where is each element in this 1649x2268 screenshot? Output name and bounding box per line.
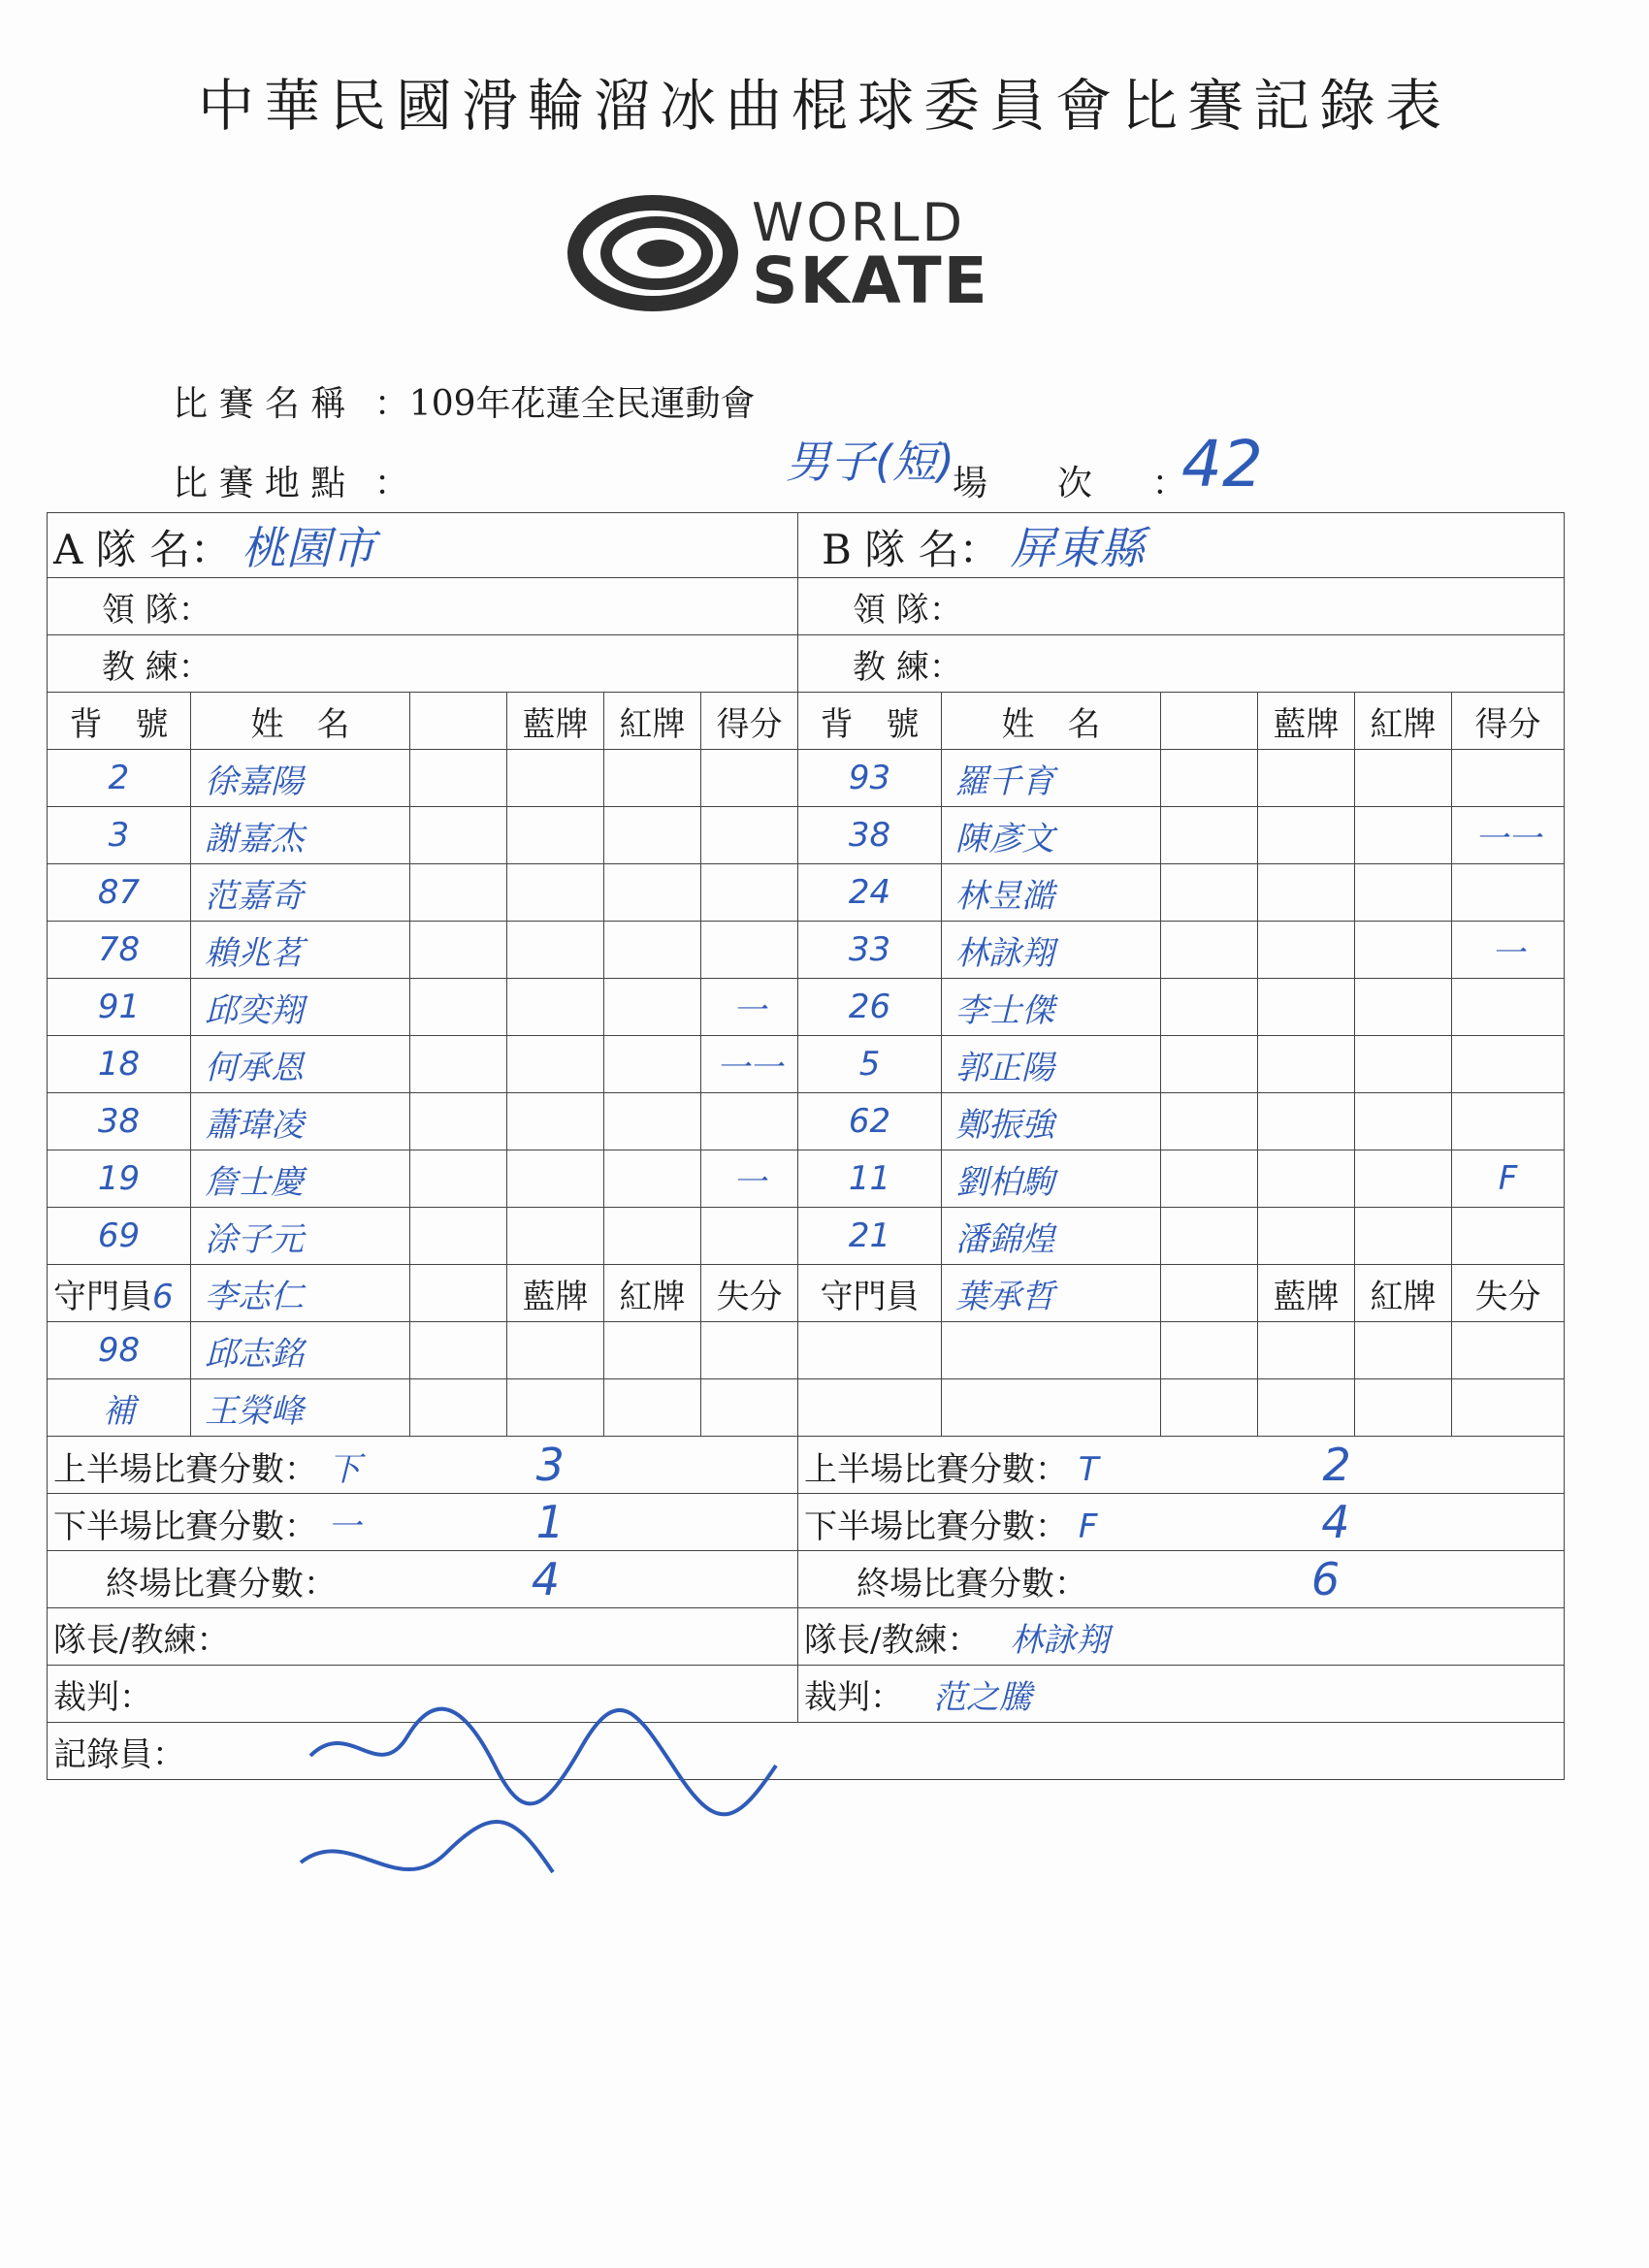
team-a-blank-cell (604, 1379, 701, 1437)
team-a-first-half-row (48, 1437, 798, 1494)
team-b-first-half-tally: T (1078, 1450, 1099, 1489)
team-b-player-name: 鄭振強 (942, 1093, 1161, 1150)
team-a-player-name: 邱奕翔 (191, 979, 410, 1036)
team-b-player-number: 62 (798, 1093, 942, 1150)
team-b-blank-cell (1161, 1208, 1258, 1265)
team-b-captain-row (798, 1608, 1565, 1666)
team-a-player-score (701, 864, 798, 922)
team-b-player-red (1355, 1093, 1452, 1150)
team-b-player-red (1355, 807, 1452, 864)
team-a-col-red: 紅牌 (604, 693, 701, 750)
team-b-blank-cell (1161, 922, 1258, 979)
team-b-leader-label: 領 隊： (798, 578, 1565, 635)
team-b-player-number: 24 (798, 864, 942, 922)
team-b-second-half-score: 4 (1321, 1496, 1350, 1548)
team-b-player-number: 11 (798, 1150, 942, 1208)
team-b-name-row (798, 513, 1565, 578)
team-a-player-name: 蕭瑋凌 (191, 1093, 410, 1150)
team-b-player-score: 一 (1452, 922, 1565, 979)
team-b-final-label: 終場比賽分數： (857, 1565, 1088, 1604)
team-a-blank-cell (410, 1322, 507, 1379)
team-b-player-number: 38 (798, 807, 942, 864)
team-b-player-blue (1258, 1150, 1355, 1208)
game-number-colon: ： (1151, 464, 1187, 503)
team-a-player-name: 徐嘉陽 (191, 750, 410, 807)
team-a-player-number: 91 (48, 979, 191, 1036)
team-a-player-red (604, 1150, 701, 1208)
team-b-player-score: 一一 (1452, 807, 1565, 864)
team-a-player-name: 賴兆茗 (191, 922, 410, 979)
team-a-blank-cell (410, 864, 507, 922)
team-a-final-label: 終場比賽分數： (106, 1565, 337, 1604)
team-a-gk-name: 李志仁 (191, 1265, 410, 1322)
team-a-player-number: 69 (48, 1208, 191, 1265)
team-b-gk-col-red: 紅牌 (1355, 1265, 1452, 1322)
team-a-player-blue (507, 922, 604, 979)
team-b-first-half-row (798, 1437, 1565, 1494)
team-b-player-name: 潘錦煌 (942, 1208, 1161, 1265)
team-a-col-name: 姓 名 (191, 693, 410, 750)
team-a-player-score: 一一 (701, 1036, 798, 1093)
team-b-player-number: 21 (798, 1208, 942, 1265)
team-b-gk-col-conceded: 失分 (1452, 1265, 1565, 1322)
team-a-first-half-label: 上半場比賽分數： (53, 1450, 317, 1489)
team-b-blank-cell (1452, 1322, 1565, 1379)
team-a-player-number: 2 (48, 750, 191, 807)
team-b-player-score (1452, 1036, 1565, 1093)
team-a-blank-cell (410, 1036, 507, 1093)
team-a-player-red (604, 1036, 701, 1093)
team-a-player-score (701, 750, 798, 807)
team-b-blank-cell (1258, 1379, 1355, 1437)
team-b-player-number: 33 (798, 922, 942, 979)
team-b-player-number: 26 (798, 979, 942, 1036)
team-b-player-red (1355, 864, 1452, 922)
team-b-player-name: 劉柏駒 (942, 1150, 1161, 1208)
team-a-second-half-label: 下半場比賽分數： (53, 1507, 317, 1546)
team-b-gk-col-blue: 藍牌 (1258, 1265, 1355, 1322)
team-a-player-blue (507, 1150, 604, 1208)
table-row (48, 1150, 1565, 1208)
team-a-final-row (48, 1551, 798, 1608)
team-a-blank-cell (507, 1322, 604, 1379)
team-b-referee-label: 裁判： (804, 1677, 904, 1717)
team-b-player-name: 李士傑 (942, 979, 1161, 1036)
team-b-first-half-label: 上半場比賽分數： (804, 1450, 1069, 1489)
team-a-player-red (604, 807, 701, 864)
team-a-gk-number: 6 (152, 1277, 174, 1316)
team-b-blank-cell (1355, 1379, 1452, 1437)
table-row (48, 922, 1565, 979)
team-a-player-name: 謝嘉杰 (191, 807, 410, 864)
team-a-blank-cell (507, 1379, 604, 1437)
team-b-final-row (798, 1551, 1565, 1608)
team-a-player-blue (507, 1036, 604, 1093)
team-a-gk-label: 守門員 (53, 1277, 152, 1316)
team-a-col-score: 得分 (701, 693, 798, 750)
goalkeeper-header-row (48, 1265, 1565, 1322)
form-title: 中華民國滑輪溜冰曲棍球委員會比賽記錄表 (197, 73, 1451, 139)
team-a-blank-cell (410, 922, 507, 979)
team-a-player-blue (507, 1093, 604, 1150)
team-b-gk-number (798, 1322, 942, 1379)
match-name-label: 比 賽 名 稱 (173, 384, 346, 424)
table-row (48, 1322, 1565, 1379)
team-b-player-name: 陳彥文 (942, 807, 1161, 864)
team-a-second-half-tally: 一 (327, 1507, 361, 1546)
team-a-gk-name: 王榮峰 (191, 1379, 410, 1437)
team-a-player-red (604, 1208, 701, 1265)
team-a-gk-col-blue: 藍牌 (507, 1265, 604, 1322)
team-b-player-name: 林詠翔 (942, 922, 1161, 979)
team-b-first-half-score: 2 (1322, 1439, 1351, 1491)
team-a-player-blue (507, 979, 604, 1036)
team-b-gk-number (798, 1379, 942, 1437)
team-a-player-number: 87 (48, 864, 191, 922)
team-a-player-name: 范嘉奇 (191, 864, 410, 922)
team-a-blank-cell (604, 1322, 701, 1379)
team-a-player-name: 何承恩 (191, 1036, 410, 1093)
team-a-gk-number: 補 (48, 1379, 191, 1437)
team-b-player-red (1355, 750, 1452, 807)
team-b-player-name: 林昱澔 (942, 864, 1161, 922)
team-b-col-number: 背 號 (798, 693, 942, 750)
category-handwritten: 男子(短) (786, 436, 954, 488)
team-a-blank-cell (410, 1150, 507, 1208)
team-b-player-blue (1258, 1093, 1355, 1150)
team-a-blank-cell (410, 750, 507, 807)
team-b-player-number: 5 (798, 1036, 942, 1093)
team-a-blank-cell (410, 979, 507, 1036)
team-a-gk-number: 98 (48, 1322, 191, 1379)
table-row (48, 1093, 1565, 1150)
venue-colon: ： (373, 464, 409, 503)
team-b-captain-signature: 林詠翔 (1010, 1620, 1110, 1660)
team-a-blank-cell (410, 1379, 507, 1437)
team-b-player-score (1452, 864, 1565, 922)
team-b-player-score (1452, 1093, 1565, 1150)
logo-line-world: WORLD (752, 192, 966, 253)
team-b-blank-cell (1161, 864, 1258, 922)
team-a-leader-label: 領 隊： (48, 578, 798, 635)
team-a-name-value: 桃園市 (241, 522, 375, 574)
team-b-final-score: 6 (1310, 1553, 1341, 1605)
team-b-gk-name: 葉承哲 (942, 1265, 1161, 1322)
team-b-player-blue (1258, 864, 1355, 922)
team-a-name-label: A 隊 名： (53, 526, 232, 573)
team-a-second-half-row (48, 1494, 798, 1551)
team-a-referee-label: 裁判： (48, 1666, 798, 1723)
team-b-gk-name (942, 1379, 1161, 1437)
team-b-captain-label: 隊長/教練： (804, 1620, 981, 1660)
team-a-player-number: 78 (48, 922, 191, 979)
team-b-player-red (1355, 1036, 1452, 1093)
team-b-col-name: 姓 名 (942, 693, 1161, 750)
team-a-player-number: 38 (48, 1093, 191, 1150)
world-skate-logo (567, 189, 1062, 318)
team-b-blank-cell (1161, 1322, 1258, 1379)
team-a-player-red (604, 979, 701, 1036)
team-a-blank-cell (701, 1379, 798, 1437)
team-b-referee-row (798, 1666, 1565, 1723)
team-a-player-score: 一 (701, 1150, 798, 1208)
team-b-player-red (1355, 922, 1452, 979)
team-a-player-score (701, 1208, 798, 1265)
team-a-gk-name: 邱志銘 (191, 1322, 410, 1379)
team-b-player-name: 郭正陽 (942, 1036, 1161, 1093)
team-a-player-red (604, 1093, 701, 1150)
table-row (48, 979, 1565, 1036)
team-a-coach-label: 教 練： (48, 635, 798, 693)
table-row (48, 864, 1565, 922)
team-a-first-half-tally: 下 (327, 1450, 361, 1489)
table-row (48, 1036, 1565, 1093)
team-a-player-blue (507, 750, 604, 807)
team-a-blank-cell (410, 1265, 507, 1322)
team-a-player-number: 18 (48, 1036, 191, 1093)
team-b-player-blue (1258, 979, 1355, 1036)
team-a-gk-col-conceded: 失分 (701, 1265, 798, 1322)
team-b-player-name: 羅千育 (942, 750, 1161, 807)
team-a-col-blue: 藍牌 (507, 693, 604, 750)
team-a-player-red (604, 922, 701, 979)
team-b-col-blue: 藍牌 (1258, 693, 1355, 750)
team-b-gk-label: 守門員 (798, 1265, 942, 1322)
team-a-blank-cell (410, 807, 507, 864)
team-a-captain-label: 隊長/教練： (48, 1608, 798, 1666)
match-name-value: ：109年花蓮全民運動會 (373, 384, 756, 424)
team-a-player-score (701, 807, 798, 864)
team-a-player-score (701, 1093, 798, 1150)
team-a-col-blank (410, 693, 507, 750)
team-a-blank-cell (410, 1093, 507, 1150)
team-a-blank-cell (701, 1322, 798, 1379)
team-a-col-number: 背 號 (48, 693, 191, 750)
team-b-gk-name (942, 1322, 1161, 1379)
team-a-player-red (604, 750, 701, 807)
team-a-player-score: 一 (701, 979, 798, 1036)
team-b-col-red: 紅牌 (1355, 693, 1452, 750)
world-skate-swirl-icon (567, 189, 742, 315)
team-b-name-value: 屏東縣 (1010, 522, 1145, 574)
team-a-player-name: 詹士慶 (191, 1150, 410, 1208)
team-b-player-score (1452, 750, 1565, 807)
logo-line-skate: SKATE (752, 243, 989, 318)
team-b-player-red (1355, 1208, 1452, 1265)
team-b-player-blue (1258, 1208, 1355, 1265)
team-a-name-row (48, 513, 798, 578)
team-b-blank-cell (1161, 1150, 1258, 1208)
table-row (48, 807, 1565, 864)
team-b-coach-label: 教 練： (798, 635, 1565, 693)
team-b-second-half-row (798, 1494, 1565, 1551)
team-b-player-blue (1258, 922, 1355, 979)
team-a-player-score (701, 922, 798, 979)
team-a-first-half-score: 3 (535, 1439, 565, 1491)
team-b-blank-cell (1355, 1322, 1452, 1379)
team-a-final-score: 4 (531, 1553, 561, 1605)
team-a-player-name: 涂子元 (191, 1208, 410, 1265)
score-table (47, 512, 1564, 1780)
team-b-player-red (1355, 979, 1452, 1036)
team-a-player-number: 3 (48, 807, 191, 864)
recorder-label: 記錄員： (48, 1723, 1565, 1780)
team-a-gk-col-red: 紅牌 (604, 1265, 701, 1322)
team-b-blank-cell (1161, 1093, 1258, 1150)
team-b-blank-cell (1161, 1036, 1258, 1093)
venue-label: 比 賽 地 點 (173, 464, 346, 503)
team-a-player-blue (507, 807, 604, 864)
table-row (48, 1208, 1565, 1265)
team-b-blank-cell (1452, 1379, 1565, 1437)
team-a-second-half-score: 1 (535, 1496, 565, 1548)
team-b-blank-cell (1258, 1322, 1355, 1379)
team-b-col-score: 得分 (1452, 693, 1565, 750)
game-number-label: 場 次 (953, 464, 1093, 503)
team-b-player-score (1452, 1208, 1565, 1265)
handwritten-signature-scribble (291, 1678, 795, 1921)
team-b-blank-cell (1161, 979, 1258, 1036)
table-row (48, 1379, 1565, 1437)
team-a-player-blue (507, 1208, 604, 1265)
team-b-blank-cell (1161, 1265, 1258, 1322)
team-b-referee-signature: 范之騰 (932, 1677, 1032, 1717)
team-b-blank-cell (1161, 1379, 1258, 1437)
team-b-player-score (1452, 979, 1565, 1036)
team-b-player-blue (1258, 750, 1355, 807)
team-b-blank-cell (1161, 750, 1258, 807)
team-a-player-blue (507, 864, 604, 922)
team-b-blank-cell (1161, 807, 1258, 864)
team-b-player-score: F (1452, 1150, 1565, 1208)
team-b-player-blue (1258, 1036, 1355, 1093)
team-a-player-red (604, 864, 701, 922)
game-number-value: 42 (1181, 427, 1263, 502)
team-b-player-red (1355, 1150, 1452, 1208)
team-b-player-number: 93 (798, 750, 942, 807)
table-row (48, 750, 1565, 807)
team-b-name-label: B 隊 名： (822, 526, 1000, 573)
team-b-second-half-label: 下半場比賽分數： (804, 1507, 1069, 1546)
team-a-blank-cell (410, 1208, 507, 1265)
team-b-player-blue (1258, 807, 1355, 864)
team-b-second-half-tally: F (1078, 1507, 1098, 1546)
team-a-player-number: 19 (48, 1150, 191, 1208)
team-b-col-blank (1161, 693, 1258, 750)
